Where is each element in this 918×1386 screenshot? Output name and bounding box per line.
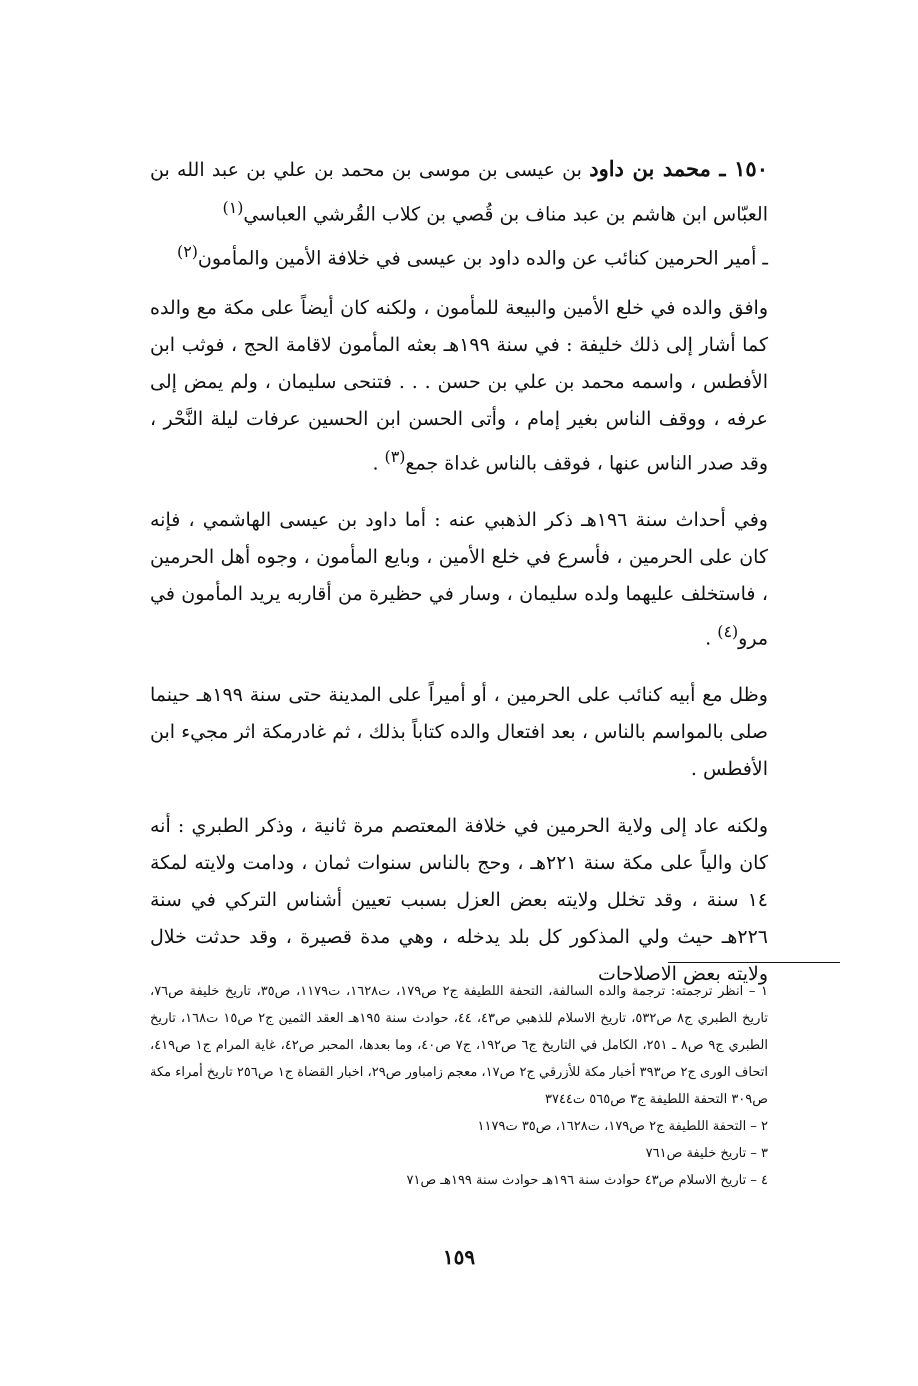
main-text — [150, 150, 768, 1013]
footnote-ref-2: (٢) — [177, 242, 198, 262]
paragraph-1-end: . — [372, 451, 385, 474]
paragraph-1 — [150, 290, 768, 482]
paragraph-2-text: وفي أحداث سنة ١٩٦هـ ذكر الذهبي عنه : أما داود بن عيسى الهاشمي ، فإنه كان على الحرمين ، فأسرع في خلع الأمين ، وبايع المأمون ، وجوه أهل الحرمين ، فاستخلف عليهما ولده سليمان ، وسار في حظيرة من أقاربه يريد المأمون في مرو — [150, 508, 768, 650]
footnote-4: ٤ – تاريخ الاسلام ص٤٣ حوادث سنة ١٩٦هـ حوادث سنة ١٩٩هـ ص٧١ — [406, 1173, 768, 1188]
entry-summary — [150, 233, 768, 277]
footnote-ref-4: (٤) — [717, 621, 739, 641]
paragraph-3: وظل مع أبيه كنائب على الحرمين ، أو أميراً على المدينة حتى سنة ١٩٩هـ حينما صلى بالمواسم بالناس ، بعد افتعال والده كتاباً بذلك ، ثم غادرمكة اثر مجيء ابن الأفطس . — [150, 684, 768, 781]
entry-lineage: بن عيسى بن موسى بن محمد بن علي بن عبد الله بن العبّاس ابن هاشم بن عبد مناف بن قُصي بن كلاب القُرشي العباسي — [150, 159, 768, 226]
entry-number-name: ١٥٠ ـ محمد بن داود — [589, 156, 768, 181]
page-number: ١٥٩ — [442, 1245, 476, 1269]
paragraph-2 — [150, 502, 768, 657]
footnote-divider — [668, 962, 840, 963]
footnote-2: ٢ – التحفة اللطيفة ج٢ ص١٧٩، ت١٦٢٨، ص٣٥ ت١١٧٩ — [477, 1119, 768, 1134]
entry-heading — [150, 150, 768, 233]
paragraph-1-text: وافق والده في خلع الأمين والبيعة للمأمون ، ولكنه كان أيضاً على مكة مع والده كما أشار إلى ذلك خليفة : في سنة ١٩٩هـ بعثه المأمون لاقامة الحج ، فوثب ابن الأفطس ، واسمه محمد بن علي بن حسن . . . فتنحى سليمان ، ولم يمض إلى عرفه ، ووقف الناس بغير إمام ، وأتى الحسن ابن الحسين عرفات ليلة النَّحْر ، وقد صدر الناس عنها ، فوقف بالناس غداة جمع — [150, 296, 768, 474]
entry-summary-text: ـ أمير الحرمين كنائب عن والده داود بن عيسى في خلافة الأمين والمأمون — [197, 247, 768, 270]
footnote-3: ٣ – تاريخ خليفة ص٧٦١ — [645, 1146, 768, 1161]
paragraph-2-end: . — [705, 627, 718, 650]
footnote-ref-3: (٣) — [384, 446, 406, 466]
paragraph-4: ولكنه عاد إلى ولاية الحرمين في خلافة المعتصم مرة ثانية ، وذكر الطبري : أنه كان والياً على مكة سنة ٢٢١هـ ، وحج بالناس سنوات ثمان ، ودامت ولايته لمكة ١٤ سنة ، وقد تخلل ولايته بعض العزل بسبب تعيين أشناس التركي في سنة ٢٢٦هـ حيث ولي المذكور كل بلد يدخله ، وهي مدة قصيرة ، وقد حدثت خلال ولايته بعض الاصلاحات — [150, 815, 768, 986]
footnote-1: ١ – انظر ترجمته: ترجمة والده السالفة، التحفة اللطيفة ج٢ ص١٧٩، ت١٦٢٨، ت١١٧٩، ص٣٥، تاريخ خليفة ص٧٦، تاريخ الطبري ج٨ ص٥٣٢، تاريخ الاسلام للذهبي ص٤٣، ٤٤، حوادث سنة ١٩٥هـ العقد الثمين ج٢ ص١٥ ت١٦٨، تاريخ الطبري ج٩ ص٨ ـ ٢٥١، الكامل في التاريخ ج٦ ص١٩٢، ج٧ ص٤٠، وما بعدها، المحبر ص٤٢، غاية المرام ج١ ص٤١٩، اتحاف الورى ج٢ ص٣٩٣ أخبار مكة للأزرقي ج٢ ص١٧، معجم زامباور ص٢٩، اخبار القضاة ج١ ص٢٥٦ تاريخ أمراء مكة ص٣٠٩ التحفة اللطيفة ج٣ ص٥٦٥ ت٣٧٤٤ — [150, 984, 768, 1107]
footnotes — [150, 978, 768, 1194]
footnote-ref-1: (١) — [222, 198, 244, 217]
